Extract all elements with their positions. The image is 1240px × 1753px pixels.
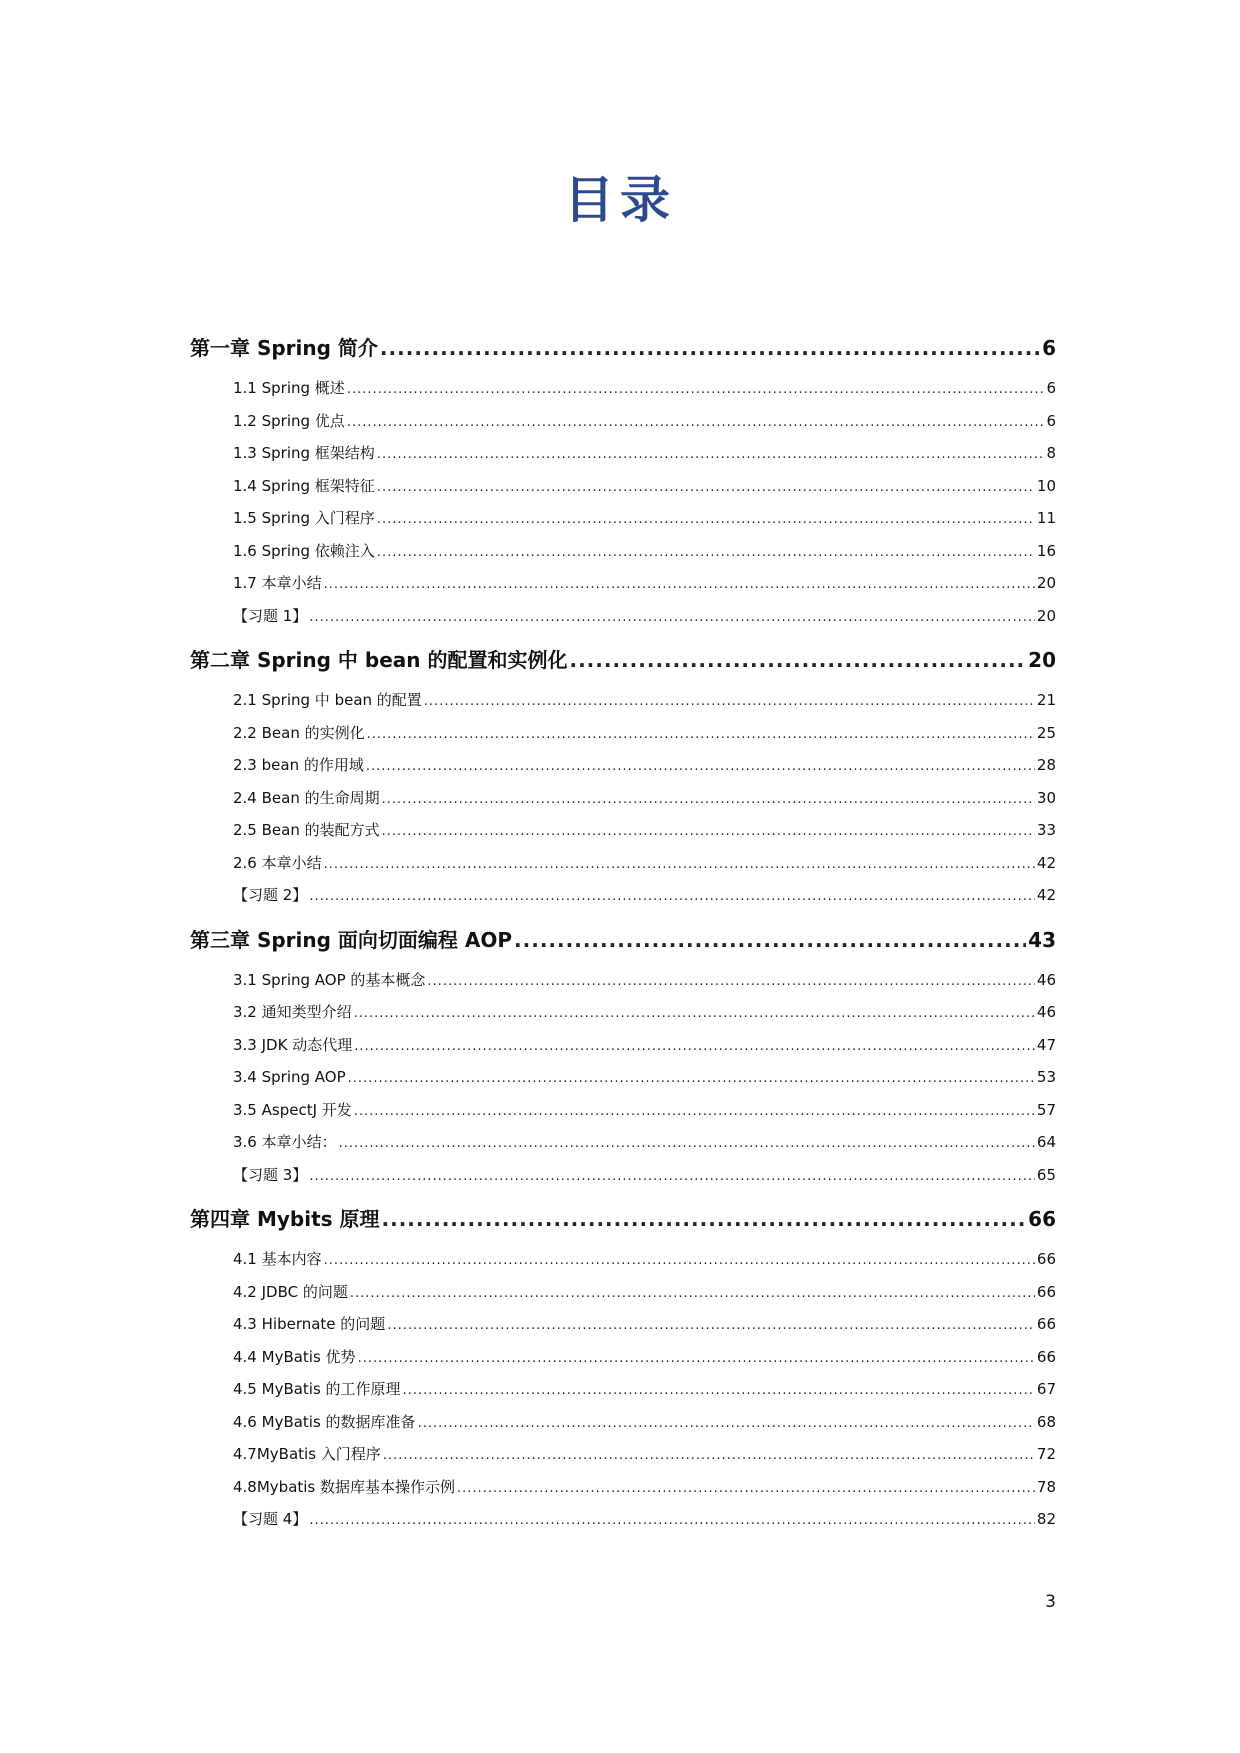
toc-section-entry[interactable] (190, 847, 1056, 880)
toc-section-label: 4.3 Hibernate 的问题 (233, 1315, 386, 1333)
toc-chapter-entry[interactable] (190, 916, 1056, 964)
toc-section-label: 1.7 本章小结 (233, 574, 322, 592)
toc-section-entry[interactable] (190, 372, 1056, 405)
dot-leader (309, 1505, 1035, 1538)
dot-leader (324, 1245, 1035, 1278)
dot-leader (309, 1161, 1035, 1194)
toc-section-label: 【习题 1】 (233, 606, 308, 625)
dot-leader (383, 1440, 1035, 1473)
toc-section-entry[interactable] (190, 814, 1056, 847)
toc-section-label: 【习题 2】 (233, 886, 308, 904)
toc-section-entry[interactable] (190, 1373, 1056, 1406)
toc-section-page: 8 (1046, 444, 1056, 462)
toc-section-page: 6 (1046, 379, 1056, 397)
toc-section-label: 2.2 Bean 的实例化 (233, 723, 365, 742)
toc-section-label: 【习题 4】 (233, 1510, 308, 1528)
toc-chapter-label: 第四章 Mybits 原理 (190, 1207, 380, 1231)
toc-section-label: 4.7MyBatis 入门程序 (233, 1445, 381, 1463)
toc-section-page: 78 (1036, 1477, 1056, 1496)
toc-section-page: 46 (1036, 970, 1056, 989)
dot-leader (427, 966, 1034, 999)
dot-leader (424, 686, 1035, 719)
page-title: 目录 (564, 171, 676, 229)
dot-leader (377, 472, 1035, 505)
toc-section-page: 30 (1036, 788, 1056, 807)
toc-section-entry[interactable] (190, 405, 1056, 438)
toc-section-page: 11 (1036, 509, 1056, 527)
toc-section-entry[interactable] (190, 1406, 1056, 1439)
dot-leader (377, 537, 1035, 570)
toc-section-entry[interactable] (190, 535, 1056, 568)
toc-chapter-page: 20 (1028, 648, 1056, 672)
dot-leader (350, 1278, 1035, 1311)
dot-leader (514, 916, 1026, 964)
toc-section-page: 42 (1036, 853, 1056, 872)
toc-section-page: 46 (1036, 1003, 1056, 1021)
toc-section-entry[interactable] (190, 782, 1056, 815)
table-of-contents (190, 324, 1056, 1536)
toc-section-page: 82 (1036, 1510, 1056, 1528)
dot-leader (354, 1031, 1035, 1064)
toc-section-page: 20 (1036, 574, 1056, 592)
toc-section-label: 4.1 基本内容 (233, 1250, 322, 1268)
dot-leader (380, 324, 1040, 372)
toc-section-entry[interactable] (190, 1341, 1056, 1374)
toc-section-entry[interactable] (190, 684, 1056, 717)
toc-section-entry[interactable] (190, 437, 1056, 470)
dot-leader (387, 1310, 1035, 1343)
toc-section-label: 2.3 bean 的作用域 (233, 756, 364, 774)
dot-leader (354, 998, 1035, 1031)
dot-leader (324, 569, 1035, 602)
toc-section-page: 66 (1036, 1315, 1056, 1333)
toc-section-page: 65 (1036, 1165, 1056, 1184)
dot-leader (358, 1343, 1035, 1376)
dot-leader (367, 719, 1035, 752)
toc-section-label: 2.4 Bean 的生命周期 (233, 788, 380, 807)
dot-leader (418, 1408, 1035, 1441)
toc-section-label: 3.2 通知类型介绍 (233, 1003, 352, 1021)
toc-section-entry[interactable] (190, 600, 1056, 633)
toc-section-label: 2.6 本章小结 (233, 853, 322, 872)
toc-section-label: 1.4 Spring 框架特征 (233, 476, 375, 495)
dot-leader (354, 1096, 1035, 1129)
toc-section-page: 57 (1036, 1100, 1056, 1119)
toc-section-page: 64 (1036, 1133, 1056, 1151)
toc-section-label: 1.5 Spring 入门程序 (233, 509, 375, 527)
toc-section-entry[interactable] (190, 879, 1056, 912)
toc-section-entry[interactable] (190, 1276, 1056, 1309)
toc-section-page: 16 (1036, 541, 1056, 560)
toc-section-entry[interactable] (190, 1438, 1056, 1471)
dot-leader (324, 849, 1035, 882)
toc-section-page: 21 (1036, 691, 1056, 709)
toc-section-page: 28 (1036, 756, 1056, 774)
toc-section-entry[interactable] (190, 749, 1056, 782)
toc-section-label: 4.6 MyBatis 的数据库准备 (233, 1412, 416, 1431)
dot-leader (377, 439, 1045, 472)
toc-section-label: 1.3 Spring 框架结构 (233, 444, 375, 462)
toc-section-page: 53 (1036, 1068, 1056, 1086)
dot-leader (366, 751, 1035, 784)
toc-section-label: 4.2 JDBC 的问题 (233, 1282, 348, 1301)
toc-section-entry[interactable] (190, 717, 1056, 750)
toc-section-label: 3.3 JDK 动态代理 (233, 1035, 353, 1054)
toc-chapter-page: 6 (1042, 336, 1056, 360)
toc-section-entry[interactable] (190, 470, 1056, 503)
toc-section-entry[interactable] (190, 502, 1056, 535)
toc-section-entry[interactable] (190, 1159, 1056, 1192)
toc-section-entry[interactable] (190, 996, 1056, 1029)
toc-chapter-label: 第一章 Spring 简介 (190, 336, 378, 360)
toc-section-label: 4.8Mybatis 数据库基本操作示例 (233, 1477, 456, 1496)
toc-section-label: 4.4 MyBatis 优势 (233, 1347, 356, 1366)
toc-section-label: 1.6 Spring 依赖注入 (233, 541, 375, 560)
toc-section-label: 3.5 AspectJ 开发 (233, 1100, 352, 1119)
toc-section-label: 3.4 Spring AOP (233, 1068, 346, 1086)
dot-leader (309, 602, 1035, 635)
toc-section-page: 20 (1036, 606, 1056, 625)
toc-section-page: 25 (1036, 723, 1056, 742)
toc-section-label: 1.2 Spring 优点 (233, 411, 345, 430)
dot-leader (339, 1128, 1035, 1161)
toc-section-page: 47 (1036, 1035, 1056, 1054)
dot-leader (347, 407, 1045, 440)
toc-section-entry[interactable] (190, 1308, 1056, 1341)
toc-chapter-page: 43 (1028, 927, 1056, 952)
dot-leader (377, 504, 1035, 537)
page-number: 3 (1045, 1592, 1056, 1612)
toc-chapter-page: 66 (1028, 1207, 1056, 1231)
toc-section-page: 66 (1036, 1347, 1056, 1366)
toc-section-label: 3.6 本章小结： (233, 1133, 337, 1151)
toc-section-page: 68 (1036, 1412, 1056, 1431)
toc-chapter-entry[interactable] (190, 324, 1056, 372)
toc-section-label: 2.1 Spring 中 bean 的配置 (233, 691, 422, 709)
toc-section-entry[interactable] (190, 1061, 1056, 1094)
toc-section-entry[interactable] (190, 1243, 1056, 1276)
toc-section-page: 33 (1036, 821, 1056, 839)
toc-section-label: 1.1 Spring 概述 (233, 379, 345, 397)
dot-leader (569, 636, 1026, 684)
toc-section-page: 6 (1046, 411, 1056, 430)
toc-section-entry[interactable] (190, 1094, 1056, 1127)
toc-chapter-entry[interactable] (190, 1195, 1056, 1243)
toc-section-entry[interactable] (190, 567, 1056, 600)
toc-section-entry[interactable] (190, 1503, 1056, 1536)
toc-section-page: 72 (1036, 1445, 1056, 1463)
toc-chapter-label: 第三章 Spring 面向切面编程 AOP (190, 927, 513, 952)
toc-section-entry[interactable] (190, 1126, 1056, 1159)
toc-section-label: 3.1 Spring AOP 的基本概念 (233, 970, 426, 989)
dot-leader (382, 784, 1035, 817)
toc-section-entry[interactable] (190, 964, 1056, 997)
toc-chapter-label: 第二章 Spring 中 bean 的配置和实例化 (190, 648, 568, 672)
toc-section-page: 67 (1036, 1380, 1056, 1398)
dot-leader (457, 1473, 1035, 1506)
toc-section-page: 10 (1036, 476, 1056, 495)
toc-chapter-entry[interactable] (190, 636, 1056, 684)
toc-section-page: 66 (1036, 1282, 1056, 1301)
toc-section-label: 4.5 MyBatis 的工作原理 (233, 1380, 401, 1398)
dot-leader (347, 374, 1045, 407)
toc-section-page: 66 (1036, 1250, 1056, 1268)
dot-leader (382, 1195, 1027, 1243)
toc-section-entry[interactable] (190, 1471, 1056, 1504)
dot-leader (348, 1063, 1035, 1096)
toc-section-entry[interactable] (190, 1029, 1056, 1062)
toc-section-label: 【习题 3】 (233, 1165, 308, 1184)
toc-section-page: 42 (1036, 886, 1056, 904)
dot-leader (309, 881, 1035, 914)
dot-leader (403, 1375, 1035, 1408)
dot-leader (382, 816, 1035, 849)
toc-section-label: 2.5 Bean 的装配方式 (233, 821, 380, 839)
